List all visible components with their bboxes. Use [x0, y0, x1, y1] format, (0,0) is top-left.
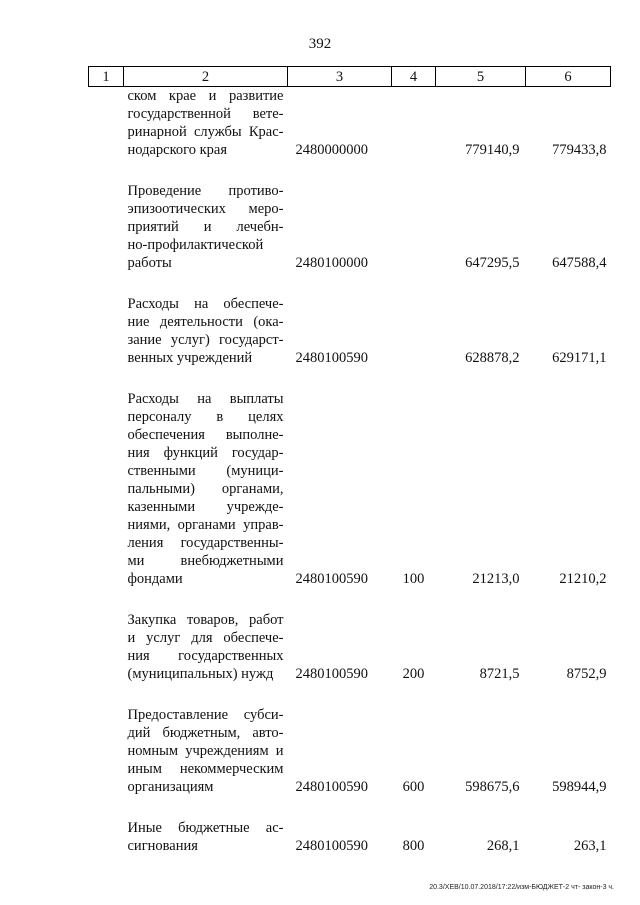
name-line: казенными учрежде-: [127, 499, 284, 515]
cell-kvr: [392, 182, 436, 272]
name-line: Расходы на выплаты: [127, 391, 284, 407]
row-spacer-cell: [89, 367, 611, 390]
name-line: персоналу в целях: [127, 409, 284, 425]
name-line: ние деятельности (ока-: [127, 314, 284, 330]
cell-code: 2480100590: [295, 350, 368, 366]
cell-col1: [89, 182, 124, 272]
row-spacer: [89, 796, 611, 819]
cell-code: 2480100590: [295, 571, 368, 587]
cell-kvr: 600: [402, 779, 425, 795]
name-line: эпизоотических меро-: [127, 201, 284, 217]
row-spacer: [89, 588, 611, 611]
cell-value-5: 598675,6: [465, 779, 520, 795]
cell-value-6: 647588,4: [552, 255, 607, 271]
cell-value-5: 779140,9: [465, 142, 520, 158]
table-row: [89, 611, 611, 683]
name-line: венных учреждений: [127, 350, 253, 366]
name-line: номным учреждениям и: [127, 743, 284, 759]
table-row: [89, 706, 611, 796]
cell-value-5: 21213,0: [472, 571, 520, 587]
column-header-3: 3: [288, 67, 392, 87]
cell-value-6: 21210,2: [559, 571, 607, 587]
name-line: ния государственных: [127, 648, 284, 664]
row-spacer-cell: [89, 159, 611, 182]
table-row: [89, 390, 611, 588]
name-line: и услуг для обеспече-: [127, 630, 284, 646]
cell-name: [124, 611, 288, 683]
name-line: ском крае и развитие: [127, 88, 284, 104]
cell-col1: [89, 87, 124, 160]
name-line: ринарной службы Крас-: [127, 124, 284, 140]
header-row: [89, 67, 611, 87]
table-row: [89, 819, 611, 855]
name-line: ниями, органами управ-: [127, 517, 284, 533]
cell-kvr: 200: [402, 666, 425, 682]
cell-name: [124, 706, 288, 796]
row-spacer: [89, 367, 611, 390]
column-header-2: 2: [124, 67, 288, 87]
name-line: ления государственны-: [127, 535, 284, 551]
column-header-6: 6: [526, 67, 611, 87]
table-row: [89, 295, 611, 367]
table-row: [89, 87, 611, 160]
cell-kvr: 100: [402, 571, 425, 587]
cell-code: 2480100590: [295, 838, 368, 854]
cell-name: [124, 819, 288, 855]
cell-value-6: 598944,9: [552, 779, 607, 795]
cell-kvr: [392, 87, 436, 160]
name-line: фондами: [127, 571, 183, 587]
name-line: государственной вете-: [127, 106, 284, 122]
budget-table: [88, 66, 611, 855]
cell-value-5: 628878,2: [465, 350, 520, 366]
cell-col1: [89, 819, 124, 855]
cell-col1: [89, 706, 124, 796]
name-line: дий бюджетным, авто-: [127, 725, 284, 741]
cell-value-5: 268,1: [486, 838, 520, 854]
name-line: ния функций государ-: [127, 445, 284, 461]
cell-value-5: 647295,5: [465, 255, 520, 271]
name-line: ственными (муници-: [127, 463, 284, 479]
table-body: [89, 87, 611, 856]
column-header-1: 1: [89, 67, 124, 87]
cell-col1: [89, 295, 124, 367]
cell-name: [124, 182, 288, 272]
footer-stamp: 20.3/ХЕВ/10.07.2018/17:22/изм-БЮДЖЕТ-2 чт- закон-3 ч.: [429, 884, 614, 891]
cell-value-6: 629171,1: [552, 350, 607, 366]
name-line: но-профилактической: [127, 237, 264, 253]
table-header: [89, 67, 611, 87]
name-line: Закупка товаров, работ: [127, 612, 284, 628]
cell-code: 2480000000: [295, 142, 368, 158]
cell-kvr: 800: [402, 838, 425, 854]
name-line: приятий и лечебн-: [127, 219, 284, 235]
name-line: Предоставление субси-: [127, 707, 284, 723]
cell-value-5: 8721,5: [479, 666, 520, 682]
name-line: сигнования: [127, 838, 198, 854]
name-line: иным некоммерческим: [127, 761, 284, 777]
cell-name: [124, 295, 288, 367]
name-line: (муниципальных) нужд: [127, 666, 274, 682]
name-line: пальными) органами,: [127, 481, 284, 497]
column-header-5: 5: [436, 67, 526, 87]
cell-code: 2480100590: [295, 779, 368, 795]
cell-code: 2480100590: [295, 666, 368, 682]
row-spacer-cell: [89, 796, 611, 819]
cell-col1: [89, 390, 124, 588]
table-row: [89, 182, 611, 272]
page-number: 392: [308, 36, 332, 52]
name-line: зание услуг) государст-: [127, 332, 284, 348]
cell-name: [124, 390, 288, 588]
name-line: обеспечения выполне-: [127, 427, 284, 443]
name-line: организациям: [127, 779, 214, 795]
name-line: Иные бюджетные ас-: [127, 820, 284, 836]
cell-kvr: [392, 295, 436, 367]
cell-name: [124, 87, 288, 160]
column-header-4: 4: [392, 67, 436, 87]
row-spacer-cell: [89, 683, 611, 706]
row-spacer: [89, 159, 611, 182]
cell-value-6: 8752,9: [566, 666, 607, 682]
cell-code: 2480100000: [295, 255, 368, 271]
row-spacer: [89, 683, 611, 706]
name-line: работы: [127, 255, 172, 271]
row-spacer-cell: [89, 272, 611, 295]
name-line: ми внебюджетными: [127, 553, 284, 569]
cell-value-6: 263,1: [573, 838, 607, 854]
name-line: Расходы на обеспече-: [127, 296, 284, 312]
row-spacer-cell: [89, 588, 611, 611]
row-spacer: [89, 272, 611, 295]
name-line: Проведение противо-: [127, 183, 284, 199]
cell-value-6: 779433,8: [552, 142, 607, 158]
cell-col1: [89, 611, 124, 683]
name-line: нодарского края: [127, 142, 228, 158]
